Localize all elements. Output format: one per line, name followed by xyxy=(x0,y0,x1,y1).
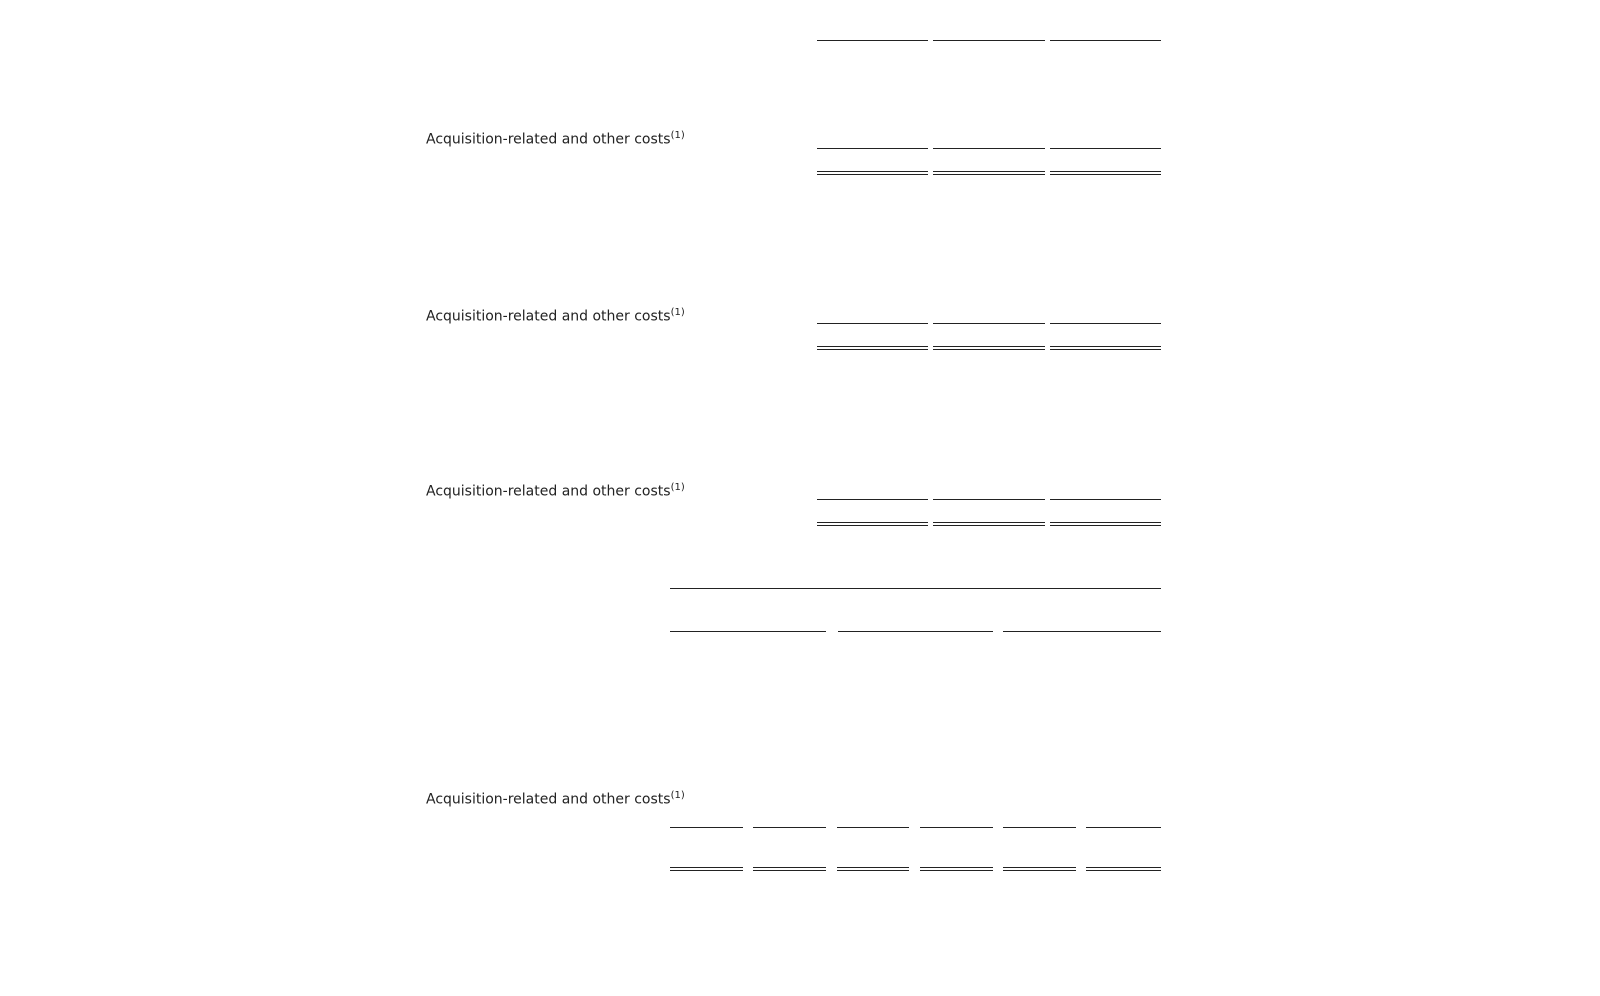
subtotal-rule xyxy=(1050,148,1161,149)
double-rule xyxy=(670,867,743,868)
double-rule xyxy=(837,867,909,868)
eps-subtotal-rule xyxy=(1086,827,1161,828)
double-rule xyxy=(817,522,928,523)
eps-subtotal-rule xyxy=(753,827,826,828)
double-rule xyxy=(837,870,909,871)
footnote-marker: (1) xyxy=(670,482,685,493)
subtotal-rule xyxy=(1050,499,1161,500)
subtotal-rule xyxy=(933,499,1045,500)
footnote-marker: (1) xyxy=(670,307,685,318)
double-rule xyxy=(817,349,928,350)
footnote-marker: (1) xyxy=(670,130,685,141)
eps-row-label-text: Acquisition-related and other costs xyxy=(426,791,671,808)
eps-subtotal-rule xyxy=(1003,827,1076,828)
double-rule xyxy=(1086,870,1161,871)
subtotal-rule xyxy=(933,323,1045,324)
subtotal-rule xyxy=(817,499,928,500)
subtotal-rule xyxy=(1050,323,1161,324)
double-rule xyxy=(933,349,1045,350)
row-label: Acquisition-related and other costs xyxy=(426,483,671,500)
double-rule xyxy=(1003,870,1076,871)
subtotal-rule xyxy=(817,148,928,149)
double-rule xyxy=(670,870,743,871)
row-label-with-footnote xyxy=(426,304,685,326)
column-header-rule xyxy=(1050,40,1161,41)
footnote-marker: (1) xyxy=(670,790,685,801)
eps-row-label xyxy=(426,785,685,811)
column-header-rule xyxy=(817,40,928,41)
double-rule xyxy=(1050,349,1161,350)
double-rule xyxy=(817,525,928,526)
double-rule xyxy=(920,870,993,871)
double-rule xyxy=(753,870,826,871)
double-rule xyxy=(1050,346,1161,347)
row-label-with-footnote xyxy=(426,127,685,149)
double-rule xyxy=(920,867,993,868)
column-header-rule xyxy=(933,40,1045,41)
double-rule xyxy=(1003,867,1076,868)
eps-header-rule xyxy=(1003,631,1161,632)
double-rule xyxy=(1086,867,1161,868)
double-rule xyxy=(933,525,1045,526)
eps-subtotal-rule xyxy=(670,827,743,828)
double-rule xyxy=(933,346,1045,347)
eps-subtotal-rule xyxy=(837,827,909,828)
subtotal-rule xyxy=(933,148,1045,149)
eps-header-rule xyxy=(670,631,826,632)
three-months-rule xyxy=(670,588,1161,589)
subtotal-rule xyxy=(817,323,928,324)
double-rule xyxy=(817,346,928,347)
double-rule xyxy=(1050,174,1161,175)
row-label: Acquisition-related and other costs xyxy=(426,308,671,325)
row-label: Acquisition-related and other costs xyxy=(426,131,671,148)
double-rule xyxy=(753,867,826,868)
double-rule xyxy=(933,171,1045,172)
double-rule xyxy=(1050,525,1161,526)
double-rule xyxy=(817,171,928,172)
eps-header-rule xyxy=(838,631,993,632)
eps-subtotal-rule xyxy=(920,827,993,828)
double-rule xyxy=(817,174,928,175)
double-rule xyxy=(933,174,1045,175)
row-label-with-footnote xyxy=(426,479,685,501)
double-rule xyxy=(1050,522,1161,523)
double-rule xyxy=(933,522,1045,523)
double-rule xyxy=(1050,171,1161,172)
